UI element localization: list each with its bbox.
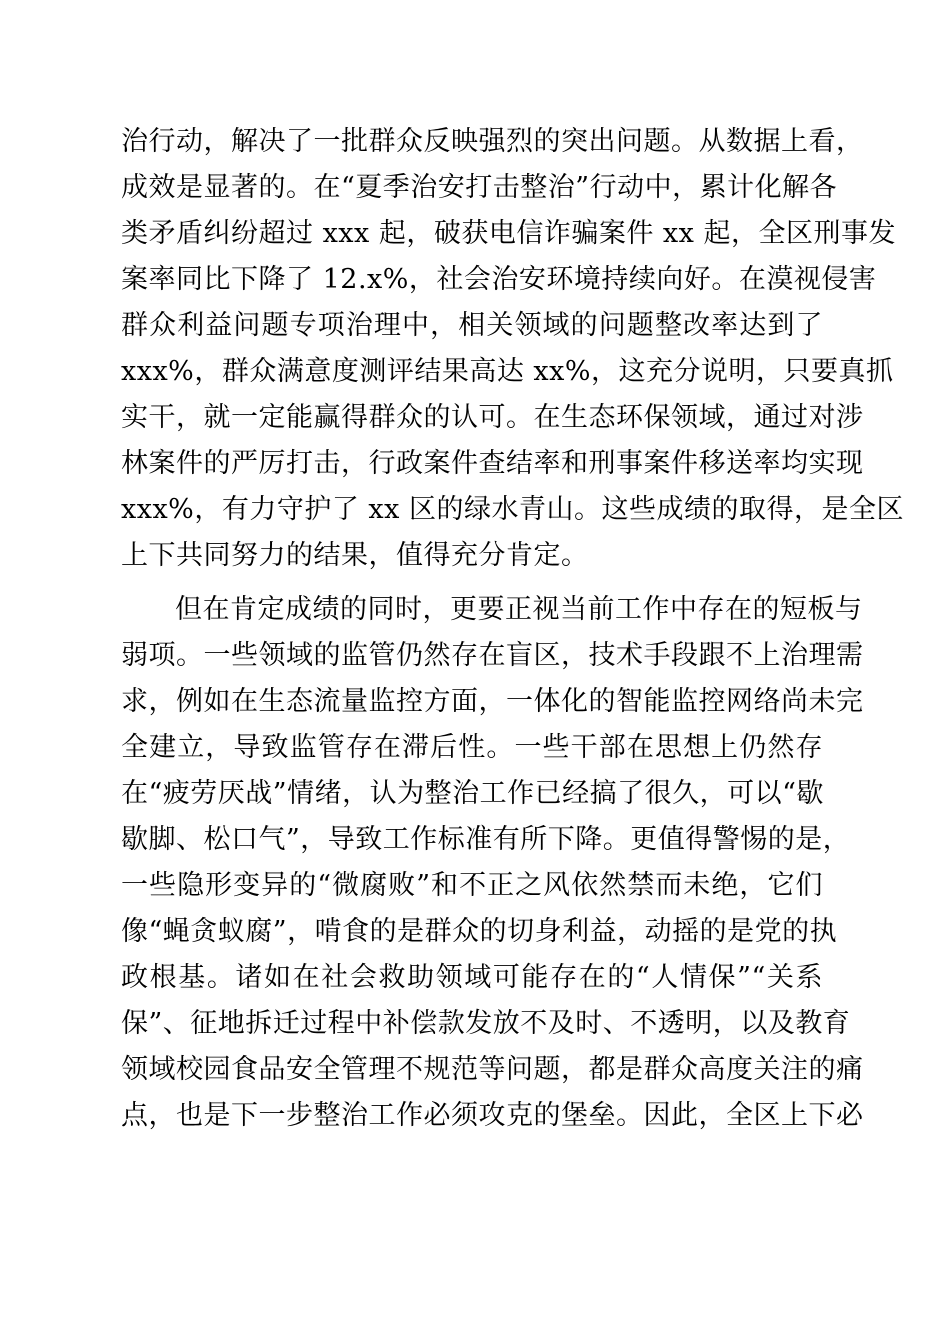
text-line: 点，也是下一步整治工作必须攻克的堡垒。因此，全区上下必 — [121, 1100, 864, 1131]
text-line: 治行动，解决了一批群众反映强烈的突出问题。从数据上看， — [121, 126, 864, 157]
text-line: 领域校园食品安全管理不规范等问题，都是群众高度关注的痛 — [121, 1054, 864, 1085]
text-line: 但在肯定成绩的同时，更要正视当前工作中存在的短板与 — [175, 594, 863, 625]
text-line: 实干，就一定能赢得群众的认可。在生态环保领域，通过对涉 — [121, 402, 864, 433]
text-line: xxx%，群众满意度测评结果高达 xx%，这充分说明，只要真抓 — [121, 356, 894, 387]
text-line: 林案件的严厉打击，行政案件查结率和刑事案件移送率均实现 — [121, 448, 864, 479]
text-line: 类矛盾纠纷超过 xxx 起，破获电信诈骗案件 xx 起，全区刑事发 — [121, 218, 896, 249]
paragraph-2 — [121, 587, 864, 1139]
text-line: 求，例如在生态流量监控方面，一体化的智能监控网络尚未完 — [121, 686, 864, 717]
paragraph-1 — [121, 119, 904, 579]
text-line: 案率同比下降了 12.x%，社会治安环境持续向好。在漠视侵害 — [121, 264, 877, 295]
text-line: 一些隐形变异的“微腐败”和不正之风依然禁而未绝，它们 — [121, 870, 823, 901]
text-line: 歇脚、松口气”，导致工作标准有所下降。更值得警惕的是， — [121, 824, 851, 855]
text-line: 像“蝇贪蚁腐”，啃食的是群众的切身利益，动摇的是党的执 — [121, 916, 838, 947]
text-line: 全建立，导致监管存在滞后性。一些干部在思想上仍然存 — [121, 732, 823, 763]
text-line: 在“疲劳厌战”情绪，认为整治工作已经搞了很久，可以“歇 — [121, 778, 824, 809]
text-line: 保”、征地拆迁过程中补偿款发放不及时、不透明，以及教育 — [121, 1008, 851, 1039]
text-line: xxx%，有力守护了 xx 区的绿水青山。这些成绩的取得，是全区 — [121, 494, 904, 525]
text-line: 成效是显著的。在“夏季治安打击整治”行动中，累计化解各 — [121, 172, 838, 203]
text-line: 群众利益问题专项治理中，相关领域的问题整改率达到了 — [121, 310, 823, 341]
text-line: 上下共同努力的结果，值得充分肯定。 — [121, 540, 589, 571]
text-line: 政根基。诸如在社会救助领域可能存在的“人情保”“关系 — [121, 962, 823, 993]
text-line: 弱项。一些领域的监管仍然存在盲区，技术手段跟不上治理需 — [121, 640, 864, 671]
